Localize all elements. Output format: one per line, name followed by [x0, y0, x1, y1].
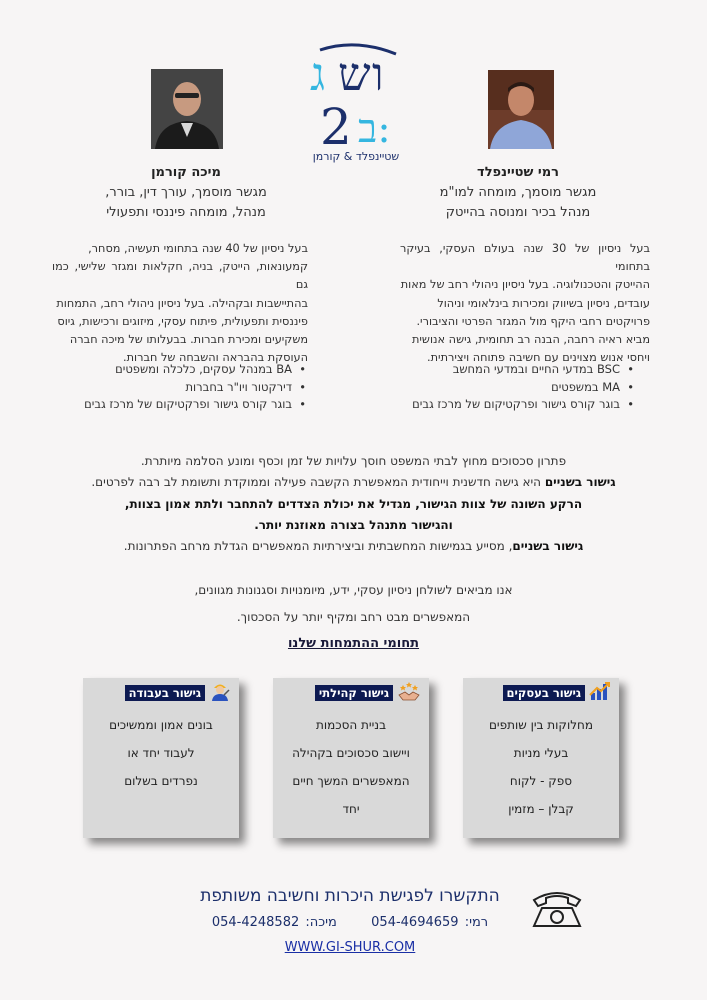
card-line: בעלי מניות — [513, 746, 569, 760]
card-line: מחלוקות בין שותפים — [488, 718, 594, 732]
card-header — [125, 684, 231, 702]
credential-item: • BSC במדעי החיים ובמדעי המחשב — [400, 361, 620, 379]
left-person-bio — [52, 240, 308, 367]
rami-phone[interactable]: רמי: 054-4694659 — [371, 915, 489, 930]
svg-text:ב:: ב: — [358, 106, 391, 150]
credential-item: • BA במנהל עסקים, כלכלה ומשפטים — [60, 361, 292, 379]
bio-line: קמעונאות, הייטק, בניה, חקלאות ומגזר שלישי, כמו גם — [52, 260, 308, 292]
bar-chart-icon — [589, 681, 611, 705]
credential-item: • בוגר קורס גישור ופרקטיקום של מרכז גבים — [60, 396, 292, 414]
logo — [300, 40, 412, 168]
right-person-bio — [400, 240, 650, 367]
expertise-card-business — [463, 678, 619, 838]
bio-line: משקיעים ומכירת חברות. בבעלותו של מיכה חברה — [69, 333, 308, 347]
right-person-name: רמי שטיינפלד — [477, 165, 559, 180]
intro-line — [30, 472, 677, 493]
intro-line: פתרון סכסוכים מחוץ לבתי המשפט חוסך עלויות של זמן וכסף ומונע הסלמה מיותרת. — [140, 454, 567, 468]
bio-line: בעל ניסיון של 30 שנה בעולם העסקי, בעיקר בתחומי — [400, 242, 650, 274]
right-person-role-line: מנהל בכיר ומנוסה בהייטק — [445, 205, 591, 220]
card-line: ספק - לקוח — [509, 774, 573, 788]
bio-line: ההייטק והטכנולוגיה. בעל ניסיון ניהולי רחב של מאות — [400, 278, 650, 292]
bio-line: בהתיישבות ובקהילה. בעל ניסיון ניהולי רחב, התמחות — [56, 296, 308, 310]
svg-text:ג: ג — [310, 47, 326, 101]
contact-title: התקשרו לפגישת היכרות וחשיבה משותפת — [200, 886, 500, 906]
expertise-card-community — [273, 678, 429, 838]
card-header — [503, 684, 611, 702]
left-person-name: מיכה קורמן — [151, 165, 221, 180]
intro-line: אנו מביאים לשולחן ניסיון עסקי, ידע, מיומנויות וסגנונות מגוונים, — [194, 583, 513, 597]
svg-text:ש: ש — [338, 47, 371, 101]
intro-line: והגישור מתנהל בצורה מאוזנת יותר. — [254, 518, 453, 532]
svg-text:ו: ו — [372, 47, 384, 101]
card-line: יחד — [342, 802, 360, 816]
bio-line: פיננסית ותפעולית, פיתוח עסקי, מיזוגים ורכישות, גיוס — [57, 314, 308, 328]
card-lines — [83, 711, 239, 795]
card-line: קבלן – מזמין — [508, 802, 574, 816]
card-label: גישור בעבודה — [125, 685, 205, 701]
card-line: בונים אמון וממשיכים — [109, 718, 213, 732]
card-label: גישור בעסקים — [503, 685, 585, 701]
micha-phone[interactable]: מיכה: 054-4248582 — [211, 915, 337, 930]
handshake-icon — [397, 681, 421, 705]
card-line: לעבוד יחד או — [127, 746, 195, 760]
right-person-credentials — [400, 361, 636, 414]
card-line: המאפשרים המשך חיים — [292, 774, 410, 788]
card-line: נפרדים בשלום — [124, 774, 198, 788]
left-person-photo — [151, 69, 223, 149]
left-person-role — [68, 183, 304, 223]
intro-text: היא גישה חדשנית וייחודית המאפשרת הקשבה פעילה וממוקדת ותשומת לב רבה לפרטים. — [91, 475, 545, 489]
left-person-credentials — [60, 361, 308, 414]
bio-line: העוסקת בהבראה והשבחה של חברות. — [123, 351, 308, 365]
bio-line: ויחסי אנוש מצוינים עם חשיבה פתוחה ויצירתית. — [427, 351, 650, 365]
card-line: ויישוב סכסוכים בקהילה — [292, 746, 410, 760]
bio-line: פרויקטים רחבי היקף מול המגזר הפרטי והציבורי. — [416, 314, 650, 328]
credential-item: • דירקטור ויו"ר בחברות — [60, 379, 292, 397]
card-lines — [273, 711, 429, 823]
expertise-card-work — [83, 678, 239, 838]
intro-line — [30, 536, 677, 557]
intro-bold: גישור בשניים — [512, 539, 584, 553]
card-label: גישור קהילתי — [315, 685, 393, 701]
worker-icon — [209, 680, 231, 706]
intro-bold: גישור בשניים — [544, 475, 616, 489]
card-line: בניית הסכמות — [315, 718, 387, 732]
right-person-photo — [488, 70, 554, 149]
credential-item: • בוגר קורס גישור ופרקטיקום של מרכז גבים — [400, 396, 620, 414]
card-lines — [463, 711, 619, 823]
bio-line: עובדים, ניסיון בשיווק ומכירות בינלאומי וניהול — [437, 296, 650, 310]
intro-line: המאפשרים מבט רחב ומקיף יותר על הסכסוך. — [236, 610, 471, 624]
left-person-role-line: מנהל, מומחה פיננסי ותפעולי — [106, 205, 266, 220]
left-person-role-line: מגשר מוסמך, עורך דין, בורר, — [105, 185, 267, 200]
svg-text:2: 2 — [320, 98, 352, 150]
intro-line: הרקע השונה של צוות הגישור, מגדיל את יכולת הצדדים להתחבר ולתת אמון בצוות, — [124, 497, 583, 511]
credential-item: • MA במשפטים — [400, 379, 620, 397]
contact-phones — [150, 915, 550, 930]
right-person-role-line: מגשר מוסמך, מומחה למו"מ — [439, 185, 597, 200]
website-link[interactable]: WWW.GI-SHUR.COM — [284, 940, 416, 955]
intro-text: , מסייע בגמישות המחשבתית וביצירתיות המאפשרים הגדלת מרחב הפתרונות. — [123, 539, 513, 553]
bio-line: בעל ניסיון של 40 שנה בתחומי תעשיה, מסחר, — [88, 242, 308, 255]
expertise-title: תחומי ההתמחות שלנו — [287, 636, 420, 651]
right-person-role — [400, 183, 636, 223]
logo-subtitle: שטיינפלד & קורמן — [312, 150, 400, 163]
bio-line: מביא ראיה רחבה, הבנה רב תחומית, גישה אנושית — [411, 333, 650, 347]
card-header — [315, 684, 421, 702]
